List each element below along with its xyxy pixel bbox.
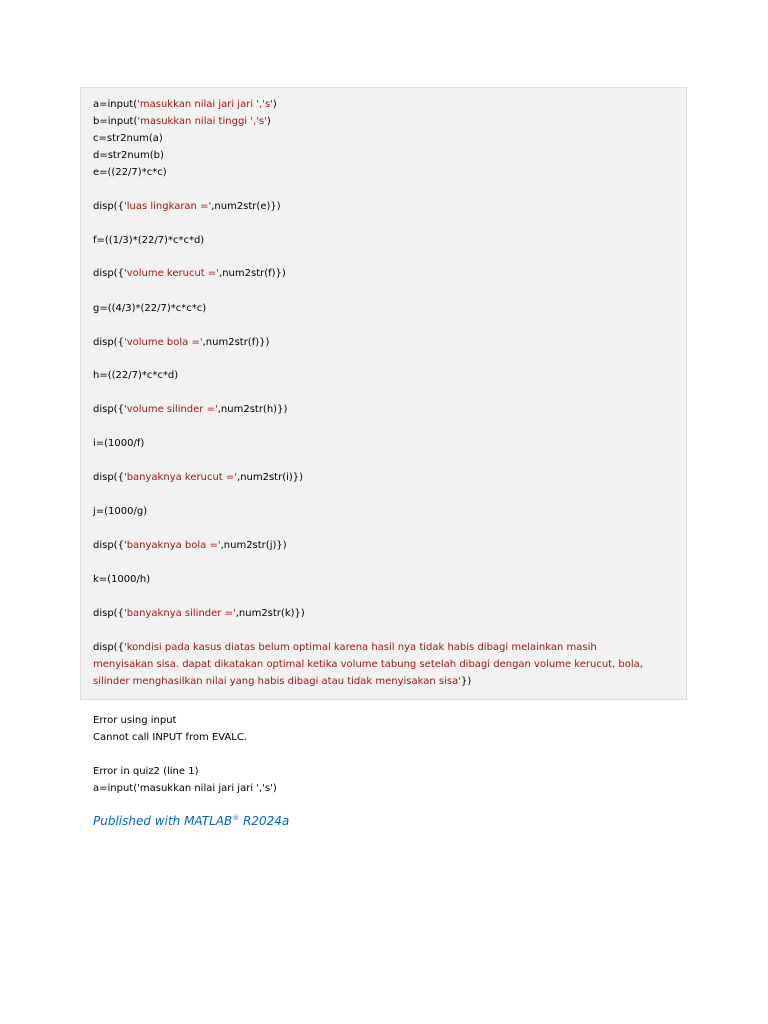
code-line-19b: menyisakan sisa. dapat dikatakan optimal ketika volume tabung setelah dibagi dengan volume kerucut, bola,: [93, 659, 643, 670]
published-with-matlab-link[interactable]: Published with MATLAB® R2024a: [93, 814, 290, 828]
code-block: [80, 87, 687, 700]
code-line-13: i=(1000/f): [93, 438, 145, 449]
code-line-9: g=((4/3)*(22/7)*c*c*c): [93, 303, 207, 314]
code-line-14: disp({'banyaknya kerucut =',num2str(i)}): [93, 472, 304, 483]
code-line-16: disp({'banyaknya bola =',num2str(j)}): [93, 540, 287, 551]
code-line-7: f=((1/3)*(22/7)*c*c*d): [93, 235, 205, 246]
code-line-10: disp({'volume bola =',num2str(f)}): [93, 337, 270, 348]
output-error-title: Error using input: [93, 715, 177, 726]
code-line-2: b=input('masukkan nilai tinggi ','s'): [93, 116, 271, 127]
code-line-6: disp({'luas lingkaran =',num2str(e)}): [93, 201, 281, 212]
code-line-12: disp({'volume silinder =',num2str(h)}): [93, 404, 288, 415]
code-line-1: a=input('masukkan nilai jari jari ','s'): [93, 99, 277, 110]
output-error-code: a=input('masukkan nilai jari jari ','s'): [93, 783, 277, 794]
code-line-4: d=str2num(b): [93, 150, 164, 161]
code-line-15: j=(1000/g): [93, 506, 148, 517]
code-line-19c: silinder menghasilkan nilai yang habis dibagi atau tidak menyisakan sisa'}): [93, 676, 472, 687]
output-error-message: Cannot call INPUT from EVALC.: [93, 732, 247, 743]
code-line-8: disp({'volume kerucut =',num2str(f)}): [93, 268, 286, 279]
code-line-19a: disp({'kondisi pada kasus diatas belum optimal karena hasil nya tidak habis dibagi melainkan masih: [93, 642, 597, 653]
output-error-location: Error in quiz2 (line 1): [93, 766, 199, 777]
code-line-18: disp({'banyaknya silinder =',num2str(k)}): [93, 608, 305, 619]
code-line-11: h=((22/7)*c*c*d): [93, 370, 179, 381]
code-line-3: c=str2num(a): [93, 133, 163, 144]
code-line-17: k=(1000/h): [93, 574, 151, 585]
code-line-5: e=((22/7)*c*c): [93, 167, 167, 178]
